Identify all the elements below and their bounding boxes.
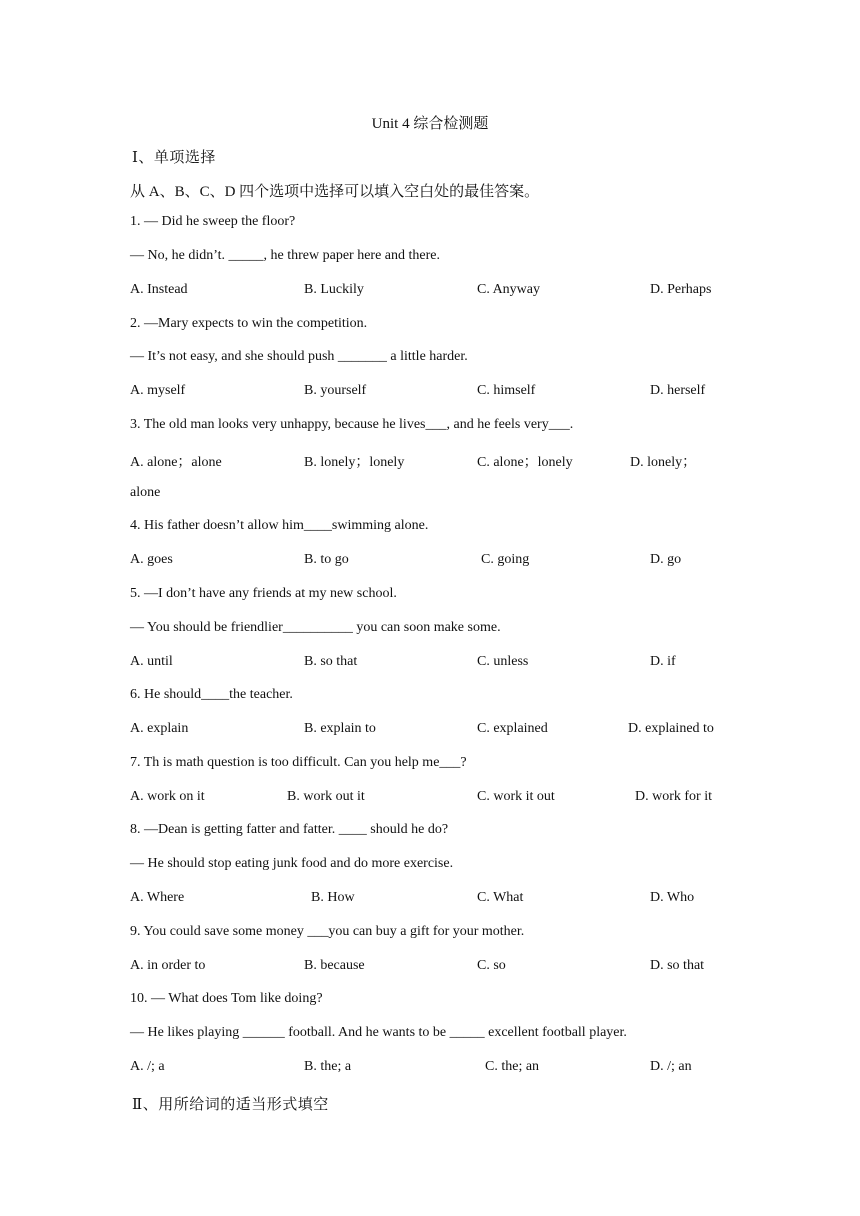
section-1-heading: Ⅰ、单项选择	[132, 150, 216, 166]
question-10-response: — He likes playing ______ football. And he wants to be _____ excellent football player.	[130, 1025, 627, 1040]
question-7-option-b: B. work out it	[287, 789, 365, 804]
question-9-option-d: D. so that	[650, 958, 705, 973]
question-2-option-d: D. herself	[650, 383, 706, 398]
question-10-option-b: B. the; a	[304, 1059, 352, 1074]
question-8-option-b: B. How	[311, 890, 355, 905]
question-6-option-c: C. explained	[477, 721, 548, 736]
question-8-option-c: C. What	[477, 890, 524, 905]
question-1-stem: 1. — Did he sweep the floor?	[130, 214, 296, 229]
question-5-stem: 5. —I don’t have any friends at my new school.	[130, 586, 397, 601]
question-7-option-a: A. work on it	[130, 789, 205, 804]
question-3-option-b: B. lonely；lonely	[304, 455, 405, 470]
question-4-option-d: D. go	[650, 552, 682, 567]
question-10-option-d: D. /; an	[650, 1059, 692, 1074]
question-6-stem: 6. He should____the teacher.	[130, 687, 293, 702]
question-9-option-a: A. in order to	[130, 958, 206, 973]
question-4-stem: 4. His father doesn’t allow him____swimming alone.	[130, 518, 429, 533]
question-4-option-b: B. to go	[304, 552, 349, 567]
question-6-option-a: A. explain	[130, 721, 189, 736]
question-5-response: — You should be friendlier__________ you can soon make some.	[130, 620, 501, 635]
question-2-stem: 2. —Mary expects to win the competition.	[130, 316, 368, 331]
question-10-option-c: C. the; an	[485, 1059, 540, 1074]
question-8-option-d: D. Who	[650, 890, 695, 905]
question-5-option-a: A. until	[130, 654, 173, 669]
question-4-option-a: A. goes	[130, 552, 173, 567]
question-10-stem: 10. — What does Tom like doing?	[130, 991, 323, 1006]
question-3-option-d-wrap: alone	[130, 485, 161, 500]
question-7-option-d: D. work for it	[635, 789, 712, 804]
question-1-option-b: B. Luckily	[304, 282, 364, 297]
question-2-option-b: B. yourself	[304, 383, 367, 398]
question-3-stem: 3. The old man looks very unhappy, because he lives___, and he feels very___.	[130, 417, 574, 432]
question-6-option-d: D. explained to	[628, 721, 714, 736]
question-1-option-d: D. Perhaps	[650, 282, 712, 297]
question-3-option-d: D. lonely；	[630, 455, 697, 470]
question-10-option-a: A. /; a	[130, 1059, 165, 1074]
question-1-option-a: A. Instead	[130, 282, 188, 297]
question-8-stem: 8. —Dean is getting fatter and fatter. ____ should he do?	[130, 822, 449, 837]
question-7-stem: 7. Th is math question is too difficult. Can you help me___?	[130, 755, 467, 770]
question-9-stem: 9. You could save some money ___you can buy a gift for your mother.	[130, 924, 525, 939]
question-2-response: — It’s not easy, and she should push _______ a little harder.	[130, 349, 468, 364]
question-9-option-b: B. because	[304, 958, 365, 973]
question-6-option-b: B. explain to	[304, 721, 376, 736]
question-1-response: — No, he didn’t. _____, he threw paper here and there.	[130, 248, 440, 263]
question-8-option-a: A. Where	[130, 890, 185, 905]
question-3-option-c: C. alone；lonely	[477, 455, 573, 470]
question-7-option-c: C. work it out	[477, 789, 555, 804]
section-1-instruction: 从 A、B、C、D 四个选项中选择可以填入空白处的最佳答案。	[130, 184, 540, 200]
question-5-option-c: C. unless	[477, 654, 529, 669]
question-2-option-a: A. myself	[130, 383, 186, 398]
question-1-option-c: C. Anyway	[477, 282, 540, 297]
section-2-heading: Ⅱ、用所给词的适当形式填空	[132, 1097, 329, 1113]
page-title: Unit 4 综合检测题	[371, 116, 489, 132]
question-3-option-a: A. alone；alone	[130, 455, 222, 470]
question-5-option-b: B. so that	[304, 654, 358, 669]
question-4-option-c: C. going	[481, 552, 530, 567]
question-5-option-d: D. if	[650, 654, 676, 669]
question-9-option-c: C. so	[477, 958, 506, 973]
question-8-response: — He should stop eating junk food and do more exercise.	[130, 856, 454, 871]
question-2-option-c: C. himself	[477, 383, 536, 398]
